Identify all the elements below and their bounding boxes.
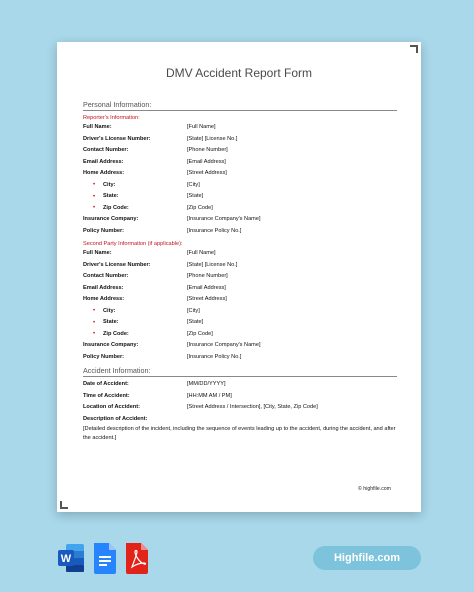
- field-value: [Phone Number]: [187, 147, 228, 153]
- field-label: Email Address:: [83, 284, 124, 291]
- field-row: [83, 354, 403, 364]
- field-row: [83, 193, 403, 203]
- field-row: [83, 381, 403, 391]
- corner-mark-icon: [60, 501, 68, 509]
- field-row: [83, 331, 403, 341]
- field-value: [MM/DD/YYYY]: [187, 381, 226, 387]
- field-label: State:: [103, 319, 119, 325]
- field-value: [Full Name]: [187, 250, 216, 256]
- field-value: [State] [License No.]: [187, 261, 238, 268]
- google-docs-icon[interactable]: [91, 541, 119, 575]
- bullet-icon: •: [93, 193, 96, 200]
- field-row: [83, 393, 403, 403]
- field-row: [83, 170, 403, 180]
- field-label: Full Name:: [83, 250, 112, 256]
- field-row: [83, 250, 403, 260]
- field-row: [83, 228, 403, 238]
- field-row: [83, 216, 403, 226]
- field-label: Home Address:: [83, 170, 125, 176]
- field-label: Contact Number:: [83, 147, 129, 153]
- bullet-icon: •: [93, 205, 96, 211]
- field-label: Insurance Company:: [83, 342, 139, 348]
- field-label: City:: [103, 307, 116, 314]
- field-value: [Email Address]: [187, 284, 226, 291]
- field-label: Zip Code:: [103, 330, 129, 337]
- field-row: [83, 404, 403, 414]
- field-value: [Insurance Company's Name]: [187, 216, 261, 222]
- bullet-icon: •: [93, 331, 96, 337]
- field-label: Zip Code:: [103, 204, 129, 211]
- field-label: Full Name:: [83, 124, 112, 130]
- corner-mark-icon: [410, 45, 418, 53]
- field-label: Time of Accident:: [83, 392, 130, 399]
- field-value: [Insurance Company's Name]: [187, 342, 261, 348]
- subheading-second-party: Second Party Information (if applicable):: [83, 241, 183, 247]
- field-row: [83, 124, 403, 134]
- field-value: [State] [License No.]: [187, 135, 238, 142]
- field-row: [83, 262, 403, 272]
- field-row: [83, 308, 403, 318]
- field-value: [Zip Code]: [187, 330, 213, 337]
- field-value: [State]: [187, 319, 204, 325]
- svg-text:W: W: [60, 553, 72, 565]
- field-value: [Full Name]: [187, 124, 216, 130]
- field-row: [83, 136, 403, 146]
- field-row: [83, 147, 403, 157]
- bullet-icon: •: [93, 319, 96, 326]
- field-label: Contact Number:: [83, 273, 129, 279]
- field-label: City:: [103, 181, 116, 188]
- field-value: [City]: [187, 307, 200, 314]
- field-label: State:: [103, 193, 119, 199]
- field-label: Policy Number:: [83, 353, 125, 360]
- field-value: [HH:MM AM / PM]: [187, 392, 232, 399]
- footer-credit: © highfile.com: [358, 486, 391, 492]
- field-value: [City]: [187, 181, 200, 188]
- field-label: Driver's License Number:: [83, 135, 151, 142]
- field-row: [83, 285, 403, 295]
- brand-button[interactable]: Highfile.com: [313, 546, 421, 570]
- document-page: [57, 42, 421, 512]
- description-text: [Detailed description of the incident, including the sequence of events leading up to the accident, during the accident, and after the accident.]: [83, 426, 396, 441]
- bullet-icon: •: [93, 182, 96, 188]
- field-label: Home Address:: [83, 296, 125, 302]
- page-title: DMV Accident Report Form: [165, 66, 313, 80]
- field-label: Description of Accident:: [83, 416, 148, 422]
- field-label: Driver's License Number:: [83, 261, 151, 268]
- word-icon[interactable]: [57, 541, 85, 575]
- section-heading-accident: Accident Information:: [83, 366, 397, 377]
- field-value: [Street Address / Intersection], [City, State, Zip Code]: [187, 404, 318, 410]
- field-row: [83, 319, 403, 329]
- field-label: Email Address:: [83, 158, 124, 165]
- field-value: [Zip Code]: [187, 204, 213, 211]
- field-value: [State]: [187, 193, 204, 199]
- field-label: Policy Number:: [83, 227, 125, 234]
- field-value: [Email Address]: [187, 158, 226, 165]
- subheading-reporter: Reporter's Information:: [83, 115, 140, 121]
- field-label: Location of Accident:: [83, 404, 140, 410]
- field-value: [Insurance Policy No.]: [187, 227, 242, 234]
- bullet-icon: •: [93, 308, 96, 314]
- field-row: [83, 342, 403, 352]
- field-row: [83, 205, 403, 215]
- pdf-icon[interactable]: [123, 541, 151, 575]
- field-label: Insurance Company:: [83, 216, 139, 222]
- field-value: [Street Address]: [187, 170, 227, 176]
- field-value: [Phone Number]: [187, 273, 228, 279]
- field-row: [83, 182, 403, 192]
- field-value: [Insurance Policy No.]: [187, 353, 242, 360]
- field-row: [83, 296, 403, 306]
- section-heading-personal: Personal Information:: [83, 100, 397, 111]
- field-label: Date of Accident:: [83, 381, 129, 387]
- field-row: [83, 273, 403, 283]
- field-value: [Street Address]: [187, 296, 227, 302]
- field-row: [83, 159, 403, 169]
